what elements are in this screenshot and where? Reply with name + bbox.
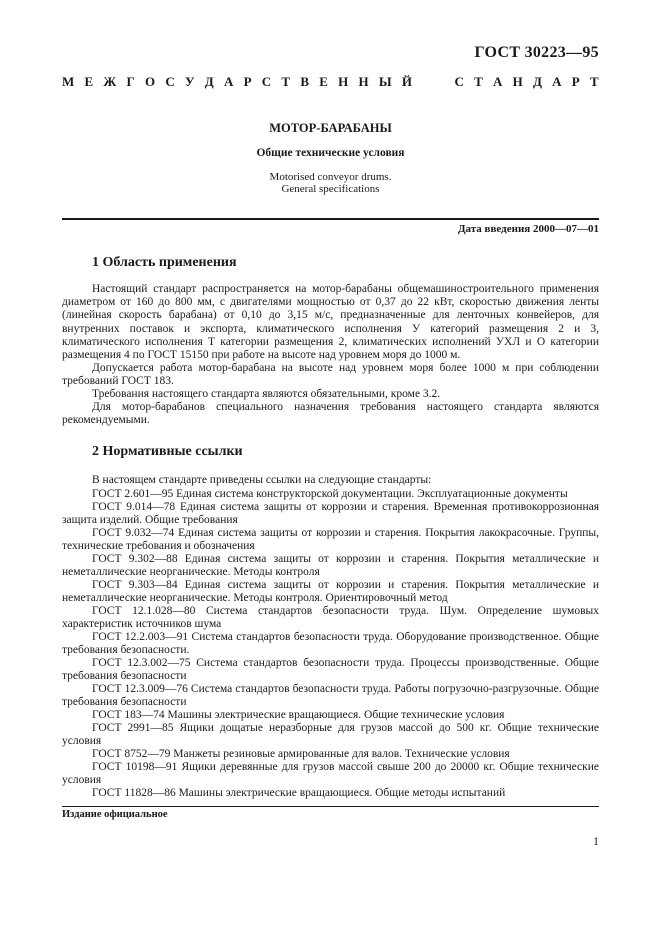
interstate-standard-banner [62,73,599,91]
banner-letter: О [145,74,156,89]
introduction-date: Дата введения 2000—07—01 [457,223,599,235]
reference-item: ГОСТ 12.3.009—76 Система стандартов безопасности труда. Работы погрузочно-разгрузочные. Общие требования безопасности [62,683,599,709]
section-heading-scope: 1 Область применения [92,255,237,270]
banner-letter: Е [84,74,94,89]
reference-item: ГОСТ 9.302—88 Единая система защиты от коррозии и старения. Покрытия металлические и неметаллические неорганические. Методы контроля [62,553,599,579]
banner-letter: Г [126,74,135,89]
page-number: 1 [593,834,599,848]
reference-item: ГОСТ 9.032—74 Единая система защиты от коррозии и старения. Покрытия лакокрасочные. Группы, технические требования и обозначения [62,527,599,553]
banner-letter: Ы [378,74,392,89]
footer-divider [62,806,599,807]
reference-item: ГОСТ 9.014—78 Единая система защиты от коррозии и старения. Временная противокоррозионная защита изделий. Общие требования [62,501,599,527]
banner-letter: С [454,74,464,89]
banner-letter: В [300,74,309,89]
reference-item: ГОСТ 183—74 Машины электрические вращающиеся. Общие технические условия [92,709,505,721]
banner-letter: Т [474,74,483,89]
english-title-line: General specifications [281,183,380,195]
reference-item: ГОСТ 2991—85 Ящики дощатые неразборные для грузов массой до 500 кг. Общие технические условия [62,722,599,748]
banner-letter: С [165,74,175,89]
english-title [62,171,599,195]
banner-letter: Н [358,74,369,89]
banner-letter: Ж [103,74,117,89]
banner-letter: А [552,74,562,89]
reference-item: ГОСТ 8752—79 Манжеты резиновые армированные для валов. Технические условия [92,748,510,760]
banner-letter: Р [571,74,580,89]
paragraph: Допускается работа мотор-барабана на высоте над уровнем моря более 1000 м при соблюдении требований ГОСТ 183. [62,362,599,388]
reference-item: ГОСТ 9.303—84 Единая система защиты от коррозии и старения. Покрытия металлические и неметаллические неорганические. Методы контроля. Ориентировочный метод [62,579,599,605]
title-divider [62,218,599,220]
official-edition-label: Издание официальное [62,809,168,820]
document-title: МОТОР-БАРАБАНЫ [269,121,392,135]
reference-item: ГОСТ 2.601—95 Единая система конструкторской документации. Эксплуатационные документы [92,488,568,500]
document-subtitle: Общие технические условия [256,147,405,159]
reference-item: ГОСТ 11828—86 Машины электрические вращающиеся. Общие методы испытаний [92,787,506,799]
banner-letter: М [62,74,75,89]
paragraph: Требования настоящего стандарта являются обязательными, кроме 3.2. [92,388,441,400]
reference-item: ГОСТ 12.3.002—75 Система стандартов безопасности труда. Процессы производственные. Общие требования безопасности [62,657,599,683]
reference-item: ГОСТ 10198—91 Ящики деревянные для грузов массой свыше 200 до 20000 кг. Общие технические условия [62,761,599,787]
banner-letter: Т [589,74,599,89]
english-title-line: Motorised conveyor drums. [269,171,392,183]
paragraph: Для мотор-барабанов специального назначения требования настоящего стандарта являются рекомендуемыми. [62,401,599,427]
banner-letter: Н [338,74,349,89]
banner-letter: Р [243,74,252,89]
section-heading-normative-references: 2 Нормативные ссылки [92,444,243,459]
banner-letter: Н [512,74,523,89]
paragraph: Настоящий стандарт распространяется на мотор-барабаны общемашиностроительного применения диаметром от 160 до 800 мм, с двигателями мощностью от 0,37 до 22 кВт, скоростью движения ленты (линейная скорость барабана) от 0,10 до 3,15 м/с, предназначенные для ленточных конвейеров, для внутренних поставок и экспорта, климатического исполнения У категорий размещения 2 и 3, климатического исполнения Т категории размещения 2, климатических исполнений УХЛ и О категории размещения 4 по ГОСТ 15150 при работе на высоте над уровнем моря до 1000 м. [62,283,599,362]
paragraph: В настоящем стандарте приведены ссылки на следующие стандарты: [92,474,432,486]
banner-letter: Е [319,74,328,89]
banner-letter: Д [204,74,214,89]
banner-letter: А [492,74,503,89]
gost-code: ГОСТ 30223—95 [474,44,599,61]
banner-letter: С [261,74,272,89]
banner-letter: Т [281,74,291,89]
banner-letter: А [223,74,234,89]
banner-letter: Й [401,74,412,89]
banner-letter: Д [532,74,542,89]
reference-item: ГОСТ 12.2.003—91 Система стандартов безопасности труда. Оборудование производственное. Общие требования безопасности. [62,631,599,657]
banner-letter: У [185,74,195,89]
reference-item: ГОСТ 12.1.028—80 Система стандартов безопасности труда. Шум. Определение шумовых характеристик источников шума [62,605,599,631]
